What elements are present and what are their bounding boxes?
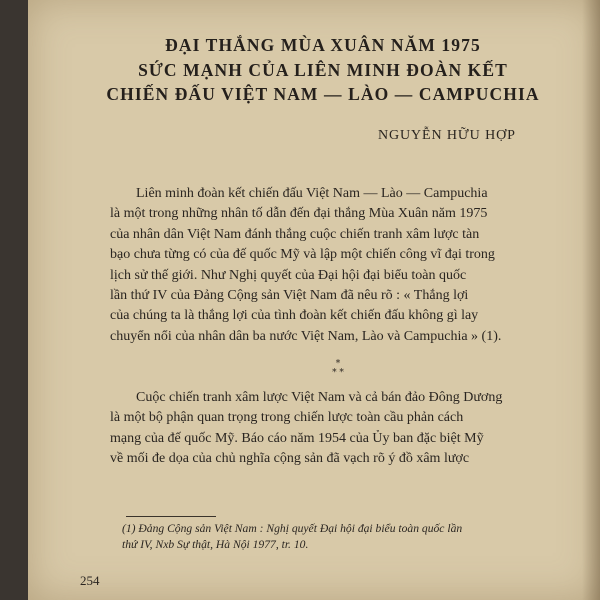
text-line: Liên minh đoàn kết chiến đấu Việt Nam — Lào — Campuchia <box>136 186 488 201</box>
text-line: của nhân dân Việt Nam đánh thắng cuộc chiến tranh xâm lược tàn <box>110 226 480 242</box>
text-line: lần thứ IV của Đảng Cộng sản Việt Nam đã nêu rõ : « Thắng lợi <box>110 288 469 304</box>
page-number: 254 <box>80 573 100 588</box>
text-line: bạo chưa từng có của đế quốc Mỹ và lập một chiến công vĩ đại trong <box>110 247 495 263</box>
book-page <box>28 0 600 600</box>
text-line: Cuộc chiến tranh xâm lược Việt Nam và cả bán đảo Đông Dương <box>136 390 503 405</box>
text-line: lịch sử thế giới. Như Nghị quyết của Đại hội đại biểu toàn quốc <box>110 267 467 283</box>
text-line: là một trong những nhân tố dẫn đến đại thắng Mùa Xuân năm 1975 <box>110 206 488 222</box>
title-line-1: ĐẠI THẮNG MÙA XUÂN NĂM 1975 <box>165 35 481 55</box>
footnote-line-2: thứ IV, Nxb Sự thật, Hà Nội 1977, tr. 10. <box>122 538 309 551</box>
text-line: về mối đe dọa của chủ nghĩa cộng sản đã vạch rõ ý đồ xâm lược <box>110 451 470 467</box>
author-name: NGUYỄN HỮU HỢP <box>378 128 516 143</box>
text-line: là một bộ phận quan trọng trong chiến lược toàn cầu phản cách <box>110 410 464 426</box>
text-line: mạng của đế quốc Mỹ. Báo cáo năm 1954 của Ủy ban đặc biệt Mỹ <box>110 430 484 446</box>
text-line: chuyển nổi của nhân dân ba nước Việt Nam, Lào và Campuchia » (1). <box>110 328 502 344</box>
text-line: của chúng ta là thắng lợi của tình đoàn kết chiến đấu không gì lay <box>110 308 479 324</box>
paragraph-1 <box>110 184 570 347</box>
title-line-3: CHIẾN ĐẤU VIỆT NAM — LÀO — CAMPUCHIA <box>106 84 540 104</box>
section-separator <box>323 360 353 380</box>
chapter-title <box>88 33 558 107</box>
separator-star: * <box>335 359 341 369</box>
paragraph-2 <box>110 388 570 470</box>
title-line-2: SỨC MẠNH CỦA LIÊN MINH ĐOÀN KẾT <box>138 59 508 80</box>
footnote <box>122 521 582 553</box>
footnote-rule <box>126 516 216 517</box>
footnote-line-1: (1) Đảng Cộng sản Việt Nam : Nghị quyết Đại hội đại biểu toàn quốc lần <box>122 522 463 535</box>
separator-star: * * <box>332 368 344 378</box>
